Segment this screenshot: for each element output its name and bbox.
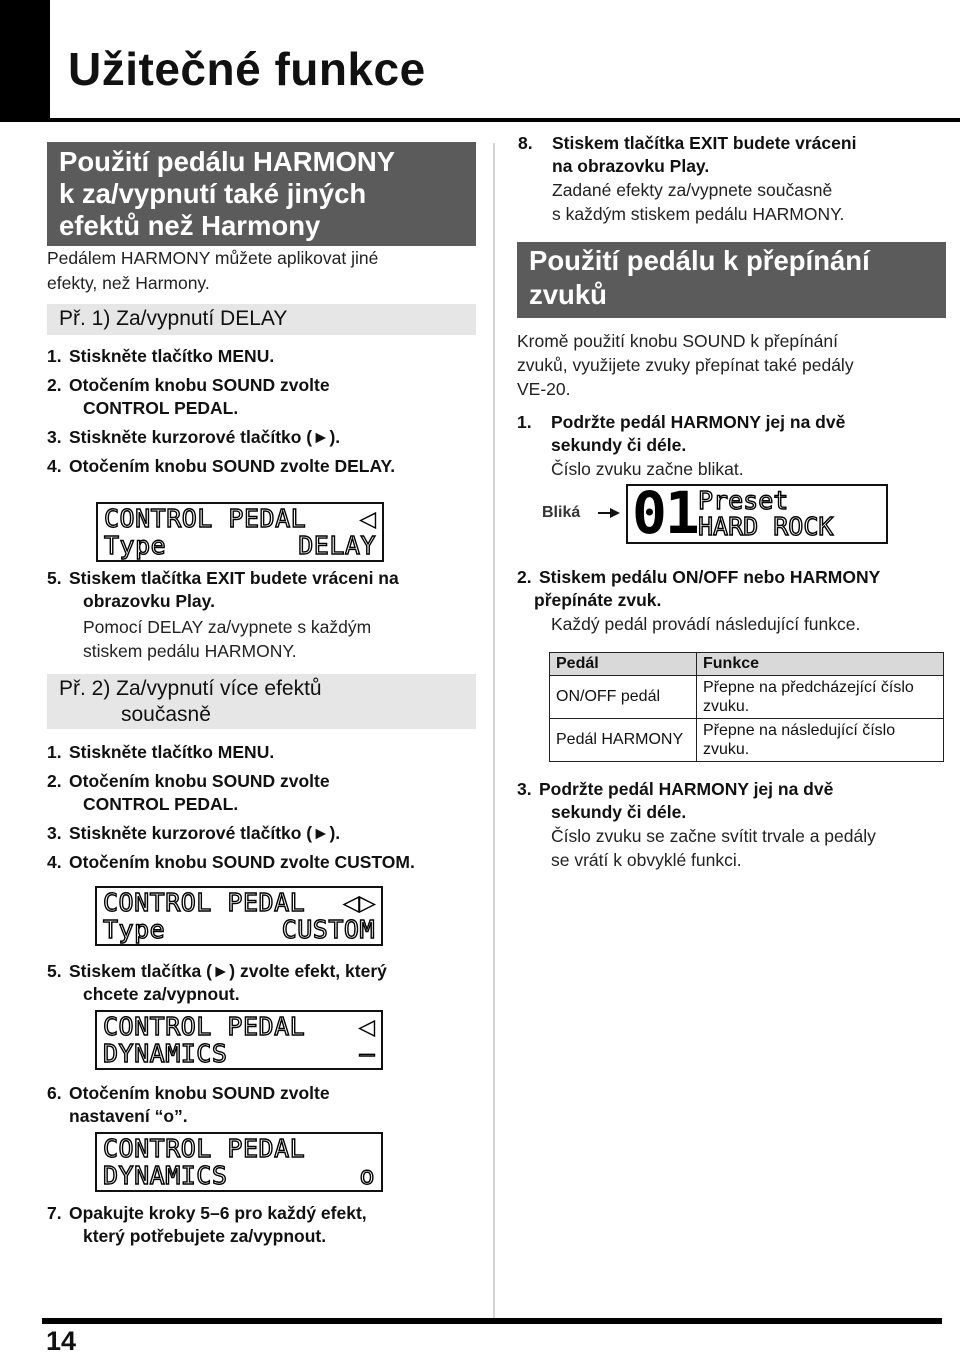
step-item	[47, 822, 487, 845]
lcd-display-dynamics-on	[95, 1132, 383, 1192]
step-text: Stiskem tlačítka EXIT budete vráceni na	[69, 568, 399, 588]
step-text: CONTROL PEDAL.	[83, 398, 239, 419]
arrow-right-icon	[598, 506, 620, 525]
left-intro	[47, 246, 477, 296]
lcd-text: ◀	[359, 1012, 375, 1041]
step-item	[47, 426, 487, 449]
cell-line: zvuku.	[703, 698, 750, 715]
step-text: Podržte pedál HARMONY jej na dvě	[551, 412, 846, 432]
example-2-step-6	[47, 1082, 487, 1128]
step-number: 1.	[517, 412, 532, 432]
right-step-8	[518, 132, 948, 226]
intro-line: VE-20.	[517, 379, 571, 399]
step-text: na obrazovku Play.	[552, 156, 710, 177]
section-heading-line: efektů než Harmony	[59, 210, 321, 241]
step-item	[47, 770, 487, 816]
lcd-text: ◀	[360, 504, 376, 533]
step-text: obrazovku Play.	[83, 591, 215, 612]
preset-display	[626, 479, 888, 547]
column-divider	[493, 143, 495, 1318]
step-number: 7.	[47, 1203, 62, 1223]
pedal-function-table	[549, 652, 944, 762]
example-2-heading	[47, 674, 476, 729]
lcd-text: o	[359, 1161, 375, 1190]
step-text: Otočením knobu SOUND zvolte	[69, 1083, 330, 1103]
step-item	[47, 741, 487, 764]
table-header-row	[550, 653, 944, 676]
step-text: Stiskem tlačítka EXIT budete vráceni	[552, 133, 857, 153]
footer-rule	[42, 1318, 942, 1324]
intro-line: efekty, než Harmony.	[47, 273, 210, 293]
step-note: Číslo zvuku začne blikat.	[551, 459, 744, 480]
lcd-text: Type	[104, 531, 167, 560]
step-item	[47, 374, 487, 420]
page-number: 14	[46, 1326, 77, 1356]
blink-label: Bliká	[542, 504, 581, 521]
section-heading-line: k za/vypnutí také jiných	[59, 178, 367, 209]
step-number: 5.	[47, 568, 62, 588]
step-number: 2.	[47, 771, 62, 792]
example-1-steps	[47, 345, 487, 478]
lcd-text: CONTROL PEDAL	[103, 888, 306, 917]
step-number: 1.	[47, 742, 62, 762]
step-text: Otočením knobu SOUND zvolte DELAY.	[69, 456, 396, 477]
table-cell	[697, 676, 944, 719]
lcd-text: CONTROL PEDAL	[104, 504, 307, 533]
intro-line: Pedálem HARMONY můžete aplikovat jiné	[47, 248, 379, 268]
lcd-display-delay	[96, 502, 384, 562]
example-2-title: současně	[121, 703, 211, 726]
lcd-display-custom	[95, 886, 383, 946]
step-note: Pomocí DELAY za/vypnete s každým	[83, 617, 372, 638]
lcd-text: –	[359, 1039, 375, 1068]
step-number: 4.	[47, 852, 62, 873]
step-number: 3.	[47, 823, 62, 844]
step-text: sekundy či déle.	[551, 802, 687, 823]
table-row	[550, 719, 944, 762]
lcd-text: DYNAMICS	[103, 1039, 228, 1068]
step-text: sekundy či déle.	[551, 435, 687, 456]
preset-bank-text: Preset	[698, 486, 789, 515]
lcd-text: CONTROL PEDAL	[103, 1012, 306, 1041]
step-number: 3.	[517, 779, 532, 799]
lcd-text: ◀▶	[343, 888, 375, 917]
step-note: s každým stiskem pedálu HARMONY.	[552, 204, 845, 225]
example-1-step-5	[47, 567, 487, 663]
step-text: Stiskněte kurzorové tlačítko (►).	[69, 823, 341, 844]
step-text: Stiskem tlačítka (►) zvolte efekt, který	[69, 961, 387, 981]
example-2-step-7	[47, 1202, 487, 1248]
right-intro	[517, 329, 947, 401]
step-number: 1.	[47, 346, 62, 366]
step-text: Opakujte kroky 5–6 pro každý efekt,	[69, 1203, 367, 1223]
header-rule	[50, 118, 960, 122]
example-2-title: Př. 2) Za/vypnutí více efektů	[59, 677, 322, 700]
example-1-title: Př. 1) Za/vypnutí DELAY	[59, 307, 288, 330]
step-item	[47, 455, 487, 478]
step-number: 6.	[47, 1083, 62, 1103]
table-cell	[697, 719, 944, 762]
step-text: chcete za/vypnout.	[83, 984, 240, 1005]
section-heading-sound-switch	[517, 242, 946, 318]
table-row	[550, 676, 944, 719]
table-cell: ON/OFF pedál	[550, 676, 697, 719]
step-note: Číslo zvuku se začne svítit trvale a pedály	[551, 826, 876, 847]
cell-line: Přepne na následující číslo	[703, 722, 896, 739]
table-header: Funkce	[697, 653, 944, 676]
step-number: 4.	[47, 456, 62, 477]
step-item	[47, 345, 487, 368]
step-text: Otočením knobu SOUND zvolte CUSTOM.	[69, 852, 415, 873]
intro-line: Kromě použití knobu SOUND k přepínání	[517, 331, 838, 351]
step-number: 5.	[47, 961, 62, 981]
example-2-step-5	[47, 960, 487, 1006]
step-number: 2.	[517, 567, 532, 587]
section-heading-line: Použití pedálu HARMONY	[59, 146, 396, 177]
section-heading-line: zvuků	[529, 279, 607, 310]
example-1-heading	[47, 304, 476, 335]
step-item	[47, 851, 487, 874]
right-step-2	[517, 566, 947, 636]
step-text: Stiskem pedálu ON/OFF nebo HARMONY	[539, 567, 881, 587]
table-header: Pedál	[550, 653, 697, 676]
step-text: přepínáte zvuk.	[534, 590, 662, 611]
step-text: CONTROL PEDAL.	[83, 794, 239, 815]
section-heading-harmony	[47, 142, 476, 246]
lcd-text: CONTROL PEDAL	[103, 1134, 306, 1163]
step-note: se vrátí k obvyklé funkci.	[551, 850, 742, 871]
step-number: 8.	[518, 133, 533, 153]
header-black-bar	[0, 0, 50, 122]
lcd-text: DELAY	[298, 531, 376, 560]
intro-line: zvuků, využijete zvuky přepínat také pedály	[517, 355, 854, 375]
step-text: Otočením knobu SOUND zvolte	[69, 375, 330, 396]
step-text: nastavení “o”.	[69, 1106, 188, 1127]
lcd-text: CUSTOM	[281, 915, 375, 944]
lcd-text: Type	[103, 915, 166, 944]
step-number: 2.	[47, 375, 62, 396]
step-number: 3.	[47, 427, 62, 448]
lcd-text: DYNAMICS	[103, 1161, 228, 1190]
step-text: Otočením knobu SOUND zvolte	[69, 771, 330, 792]
step-note: stiskem pedálu HARMONY.	[83, 641, 297, 662]
step-note: Každý pedál provádí následující funkce.	[551, 614, 861, 635]
step-text: Stiskněte tlačítko MENU.	[69, 742, 275, 762]
section-heading-line: Použití pedálu k přepínání	[529, 245, 870, 276]
step-text: Podržte pedál HARMONY jej na dvě	[539, 779, 834, 799]
right-step-1	[517, 411, 947, 481]
step-text: který potřebujete za/vypnout.	[83, 1226, 327, 1247]
step-text: Stiskněte tlačítko MENU.	[69, 346, 275, 366]
lcd-display-dynamics-off	[95, 1010, 383, 1070]
pedal-function-table-wrap	[549, 652, 944, 762]
step-note: Zadané efekty za/vypnete současně	[552, 180, 833, 201]
cell-line: zvuku.	[703, 741, 750, 758]
preset-number-digits: 01	[632, 479, 698, 547]
right-step-3	[517, 778, 947, 872]
cell-line: Přepne na předcházející číslo	[703, 679, 914, 696]
example-2-steps	[47, 741, 487, 874]
page-title: Užitečné funkce	[68, 43, 426, 95]
preset-name-text: HARD ROCK	[698, 512, 834, 541]
step-text: Stiskněte kurzorové tlačítko (►).	[69, 427, 341, 448]
table-cell: Pedál HARMONY	[550, 719, 697, 762]
